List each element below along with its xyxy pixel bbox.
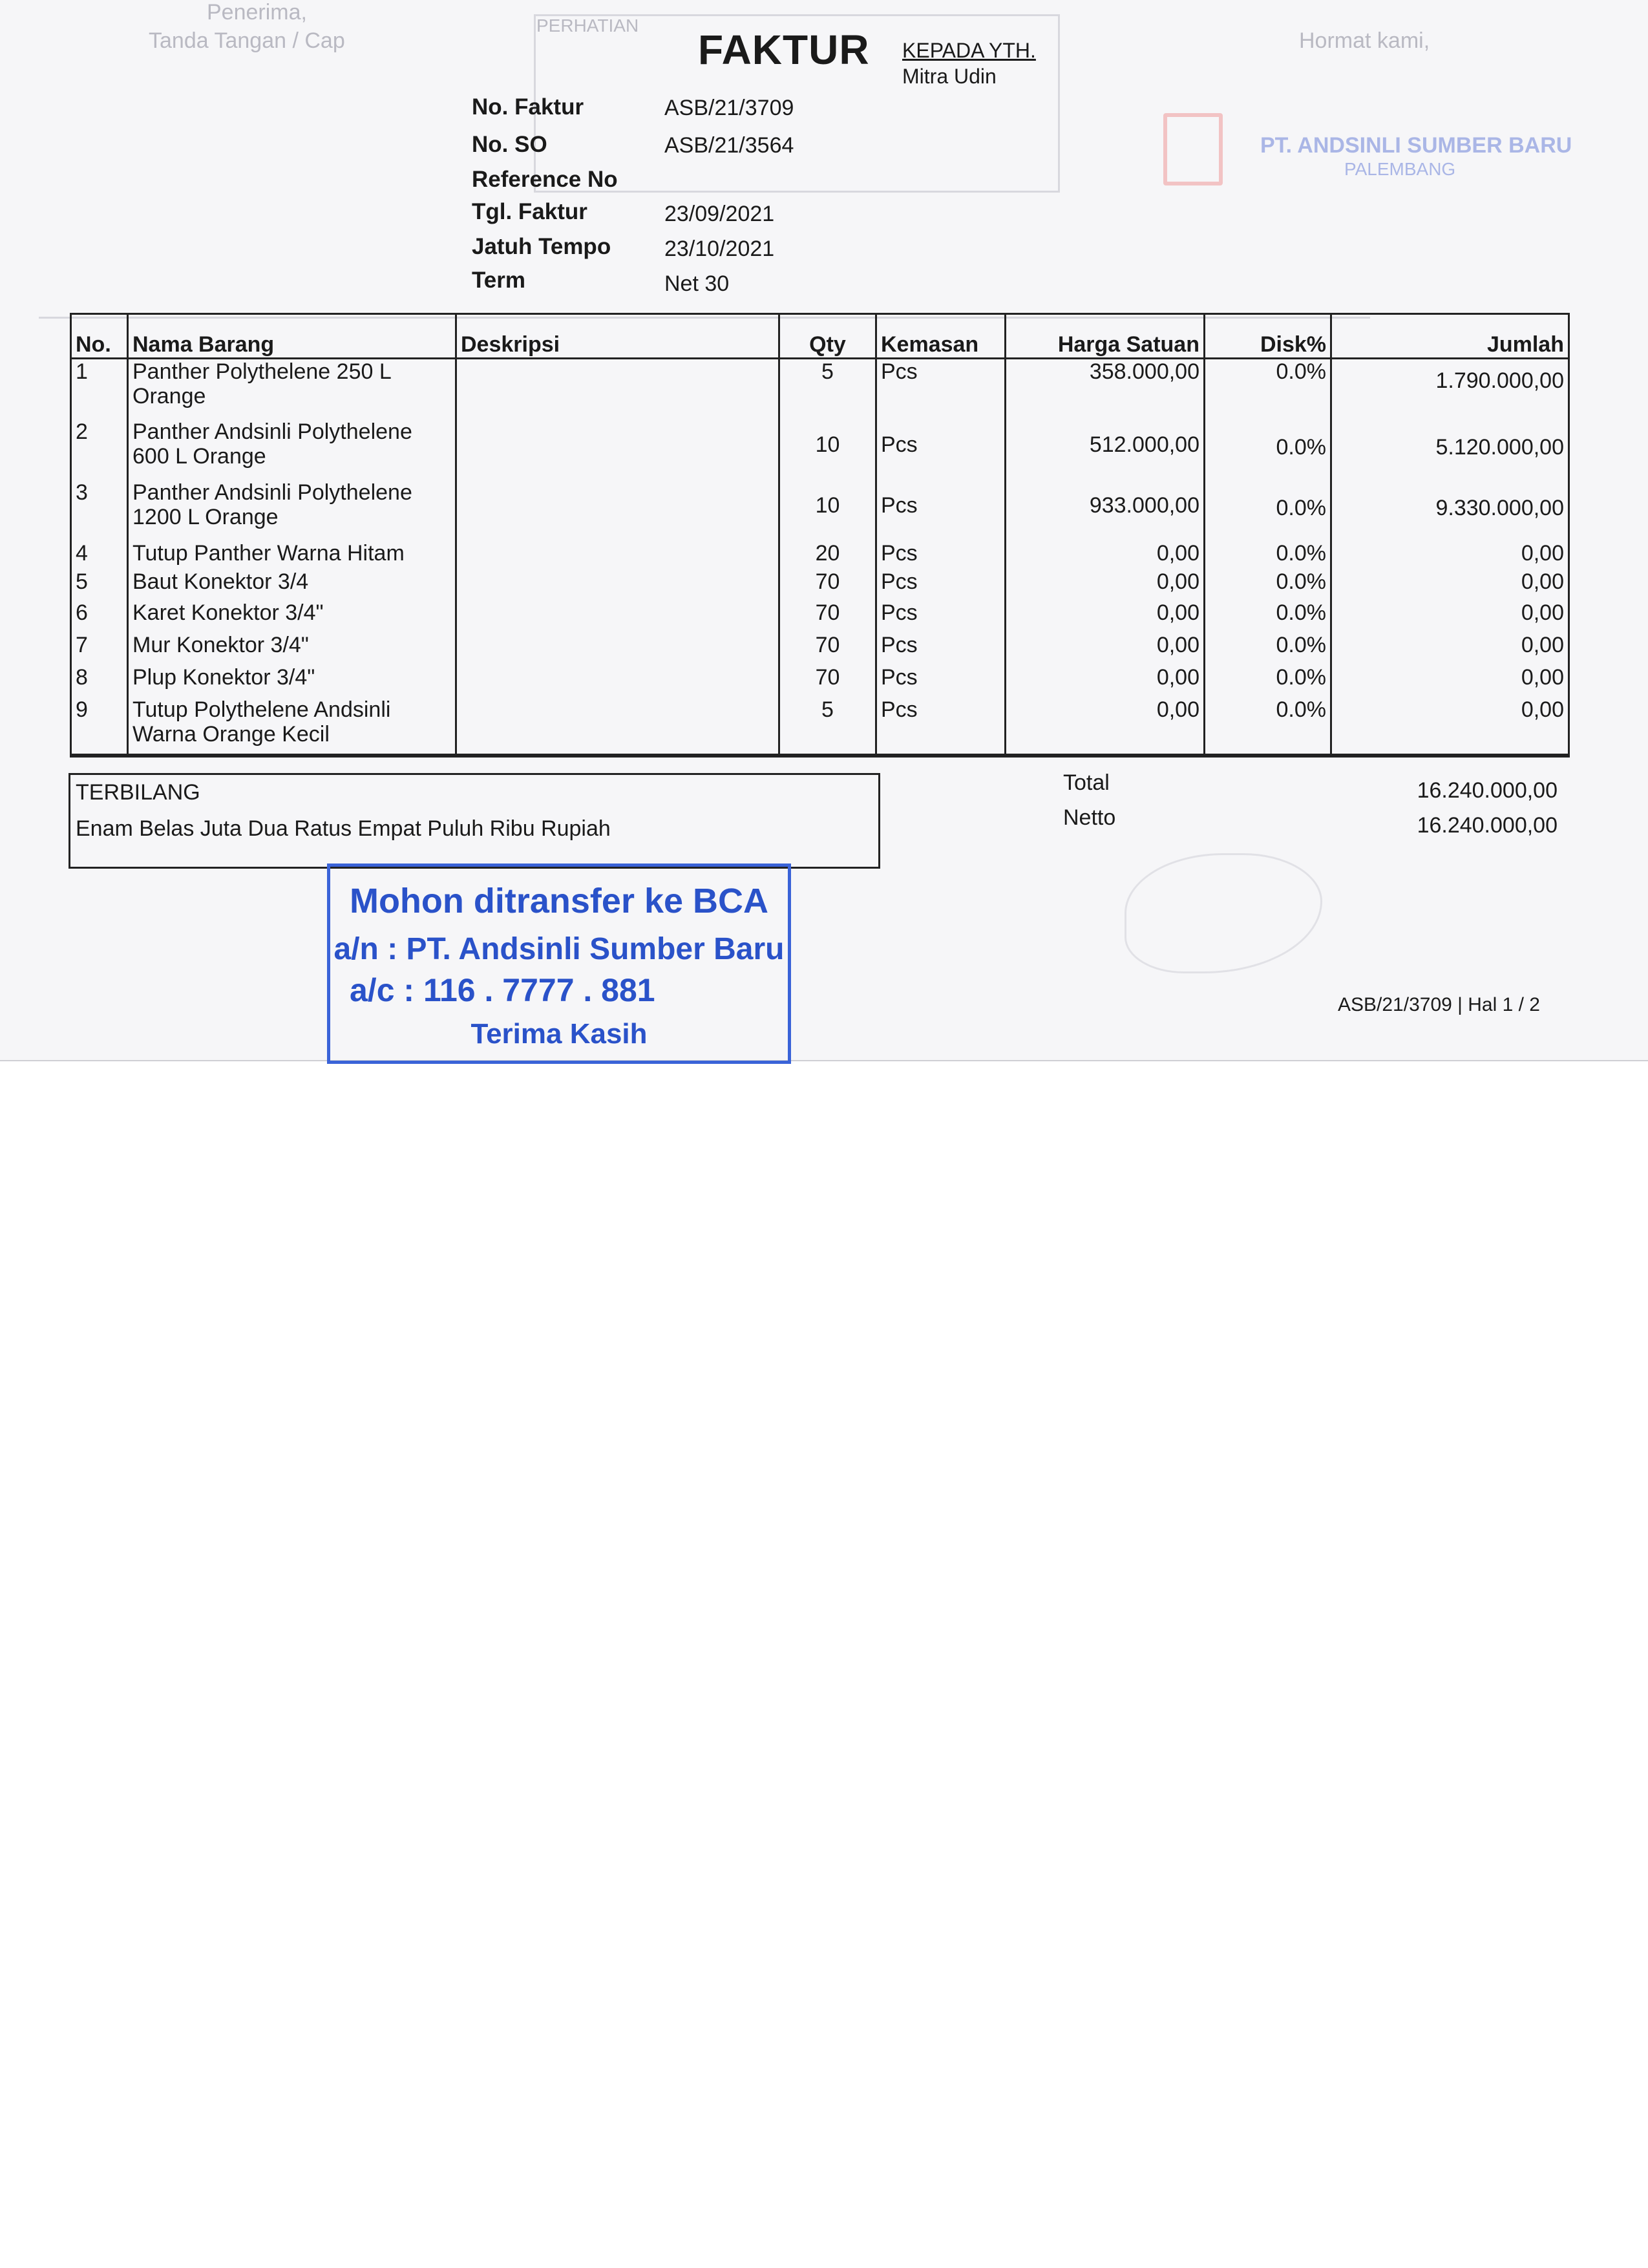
table-row bbox=[71, 665, 1569, 697]
cell-deskripsi bbox=[456, 665, 779, 697]
cell-deskripsi bbox=[456, 419, 779, 480]
table-row bbox=[71, 359, 1569, 419]
cell-jumlah: 0,00 bbox=[1331, 633, 1569, 665]
cell-no: 9 bbox=[71, 697, 128, 756]
cell-kemasan: Pcs bbox=[876, 697, 1006, 756]
cell-qty: 70 bbox=[779, 633, 876, 665]
cell-nama: Karet Konektor 3/4" bbox=[128, 600, 456, 633]
cell-kemasan: Pcs bbox=[876, 600, 1006, 633]
cell-disk: 0.0% bbox=[1205, 419, 1331, 480]
cell-kemasan: Pcs bbox=[876, 633, 1006, 665]
invoice-sheet bbox=[0, 0, 1648, 1061]
cell-nama: Panther Andsinli Polythelene 1200 L Orange bbox=[128, 480, 456, 541]
cell-nama: Tutup Panther Warna Hitam bbox=[128, 541, 456, 569]
terbilang-text: Enam Belas Juta Dua Ratus Empat Puluh Ribu Rupiah bbox=[76, 816, 611, 841]
col-header-harga: Harga Satuan bbox=[1006, 314, 1205, 359]
recipient-name: Mitra Udin bbox=[902, 65, 997, 88]
table-header-row bbox=[71, 314, 1569, 359]
stamp-line-2: a/n : PT. Andsinli Sumber Baru bbox=[333, 932, 785, 966]
cell-disk: 0.0% bbox=[1205, 697, 1331, 756]
cell-qty: 20 bbox=[779, 541, 876, 569]
col-header-no: No. bbox=[71, 314, 128, 359]
cell-deskripsi bbox=[456, 633, 779, 665]
ghost-tanda-tangan: Tanda Tangan / Cap bbox=[149, 28, 345, 53]
table-row bbox=[71, 569, 1569, 600]
info-value-term: Net 30 bbox=[664, 271, 730, 296]
cell-disk: 0.0% bbox=[1205, 480, 1331, 541]
cell-deskripsi bbox=[456, 480, 779, 541]
ghost-penerima: Penerima, bbox=[207, 0, 307, 25]
terbilang-label: TERBILANG bbox=[76, 780, 200, 805]
cell-harga: 358.000,00 bbox=[1006, 359, 1205, 419]
cell-qty: 70 bbox=[779, 600, 876, 633]
cell-kemasan: Pcs bbox=[876, 541, 1006, 569]
cell-nama: Tutup Polythelene Andsinli Warna Orange Kecil bbox=[128, 697, 456, 756]
info-value-jatuh-tempo: 23/10/2021 bbox=[664, 237, 775, 261]
cell-jumlah: 9.330.000,00 bbox=[1331, 480, 1569, 541]
stamp-line-1: Mohon ditransfer ke BCA bbox=[349, 882, 769, 920]
info-label-no-faktur: No. Faktur bbox=[472, 94, 584, 120]
cell-qty: 5 bbox=[779, 359, 876, 419]
cell-disk: 0.0% bbox=[1205, 541, 1331, 569]
cell-qty: 70 bbox=[779, 665, 876, 697]
cell-jumlah: 0,00 bbox=[1331, 569, 1569, 600]
table-row bbox=[71, 697, 1569, 756]
cell-kemasan: Pcs bbox=[876, 359, 1006, 419]
info-label-tgl-faktur: Tgl. Faktur bbox=[472, 199, 587, 224]
cell-qty: 5 bbox=[779, 697, 876, 756]
cell-deskripsi bbox=[456, 600, 779, 633]
info-value-no-so: ASB/21/3564 bbox=[664, 133, 794, 158]
page-reference: ASB/21/3709 | Hal 1 / 2 bbox=[1338, 994, 1540, 1015]
cell-harga: 0,00 bbox=[1006, 569, 1205, 600]
netto-label: Netto bbox=[1063, 805, 1116, 830]
company-logo-faded bbox=[1163, 113, 1223, 185]
col-header-nama: Nama Barang bbox=[128, 314, 456, 359]
col-header-kemasan: Kemasan bbox=[876, 314, 1006, 359]
cell-jumlah: 0,00 bbox=[1331, 697, 1569, 756]
info-value-tgl-faktur: 23/09/2021 bbox=[664, 202, 775, 226]
table-row bbox=[71, 419, 1569, 480]
total-value: 16.240.000,00 bbox=[1417, 778, 1558, 803]
stamp-line-4: Terima Kasih bbox=[470, 1018, 648, 1050]
cell-disk: 0.0% bbox=[1205, 665, 1331, 697]
table-row bbox=[71, 480, 1569, 541]
cell-no: 8 bbox=[71, 665, 128, 697]
col-header-jumlah: Jumlah bbox=[1331, 314, 1569, 359]
invoice-title: FAKTUR bbox=[698, 26, 870, 73]
cell-jumlah: 5.120.000,00 bbox=[1331, 419, 1569, 480]
col-header-qty: Qty bbox=[779, 314, 876, 359]
table-row bbox=[71, 633, 1569, 665]
cell-qty: 10 bbox=[779, 480, 876, 541]
ghost-hormat-kami: Hormat kami, bbox=[1299, 28, 1430, 53]
stamp-line-3: a/c : 116 . 7777 . 881 bbox=[350, 972, 655, 1008]
cell-harga: 0,00 bbox=[1006, 633, 1205, 665]
ghost-company: PT. ANDSINLI SUMBER BARU bbox=[1260, 133, 1572, 158]
col-header-disk: Disk% bbox=[1205, 314, 1331, 359]
cell-harga: 0,00 bbox=[1006, 665, 1205, 697]
total-label: Total bbox=[1063, 770, 1110, 795]
cell-jumlah: 1.790.000,00 bbox=[1331, 359, 1569, 419]
cell-qty: 10 bbox=[779, 419, 876, 480]
cell-jumlah: 0,00 bbox=[1331, 600, 1569, 633]
terbilang-box bbox=[69, 773, 880, 869]
cell-kemasan: Pcs bbox=[876, 480, 1006, 541]
cell-deskripsi bbox=[456, 569, 779, 600]
bank-transfer-stamp bbox=[327, 864, 791, 1064]
cell-jumlah: 0,00 bbox=[1331, 665, 1569, 697]
cell-deskripsi bbox=[456, 541, 779, 569]
cell-no: 5 bbox=[71, 569, 128, 600]
cell-harga: 0,00 bbox=[1006, 600, 1205, 633]
cell-nama: Panther Andsinli Polythelene 600 L Orange bbox=[128, 419, 456, 480]
cell-no: 1 bbox=[71, 359, 128, 419]
cell-deskripsi bbox=[456, 697, 779, 756]
cell-no: 2 bbox=[71, 419, 128, 480]
cell-jumlah: 0,00 bbox=[1331, 541, 1569, 569]
table-row bbox=[71, 600, 1569, 633]
cell-kemasan: Pcs bbox=[876, 665, 1006, 697]
cell-disk: 0.0% bbox=[1205, 359, 1331, 419]
cell-kemasan: Pcs bbox=[876, 569, 1006, 600]
info-label-jatuh-tempo: Jatuh Tempo bbox=[472, 234, 611, 259]
col-header-deskripsi: Deskripsi bbox=[456, 314, 779, 359]
netto-value: 16.240.000,00 bbox=[1417, 813, 1558, 838]
items-table bbox=[70, 313, 1570, 758]
cell-nama: Baut Konektor 3/4 bbox=[128, 569, 456, 600]
cell-qty: 70 bbox=[779, 569, 876, 600]
cell-harga: 0,00 bbox=[1006, 541, 1205, 569]
cell-deskripsi bbox=[456, 359, 779, 419]
cell-no: 4 bbox=[71, 541, 128, 569]
cell-disk: 0.0% bbox=[1205, 569, 1331, 600]
cell-harga: 0,00 bbox=[1006, 697, 1205, 756]
ghost-city: PALEMBANG bbox=[1344, 159, 1456, 179]
cell-no: 7 bbox=[71, 633, 128, 665]
cell-disk: 0.0% bbox=[1205, 633, 1331, 665]
cell-harga: 933.000,00 bbox=[1006, 480, 1205, 541]
cell-kemasan: Pcs bbox=[876, 419, 1006, 480]
cell-nama: Mur Konektor 3/4" bbox=[128, 633, 456, 665]
recipient-label: KEPADA YTH. bbox=[902, 39, 1036, 62]
signature-faint bbox=[1125, 853, 1322, 973]
cell-disk: 0.0% bbox=[1205, 600, 1331, 633]
cell-nama: Panther Polythelene 250 L Orange bbox=[128, 359, 456, 419]
cell-nama: Plup Konektor 3/4" bbox=[128, 665, 456, 697]
ghost-perhatian: PERHATIAN bbox=[536, 16, 639, 36]
cell-no: 6 bbox=[71, 600, 128, 633]
info-label-term: Term bbox=[472, 268, 525, 293]
info-value-no-faktur: ASB/21/3709 bbox=[664, 96, 794, 120]
table-row bbox=[71, 541, 1569, 569]
info-label-reference: Reference No bbox=[472, 167, 618, 192]
cell-no: 3 bbox=[71, 480, 128, 541]
info-label-no-so: No. SO bbox=[472, 132, 547, 157]
cell-harga: 512.000,00 bbox=[1006, 419, 1205, 480]
